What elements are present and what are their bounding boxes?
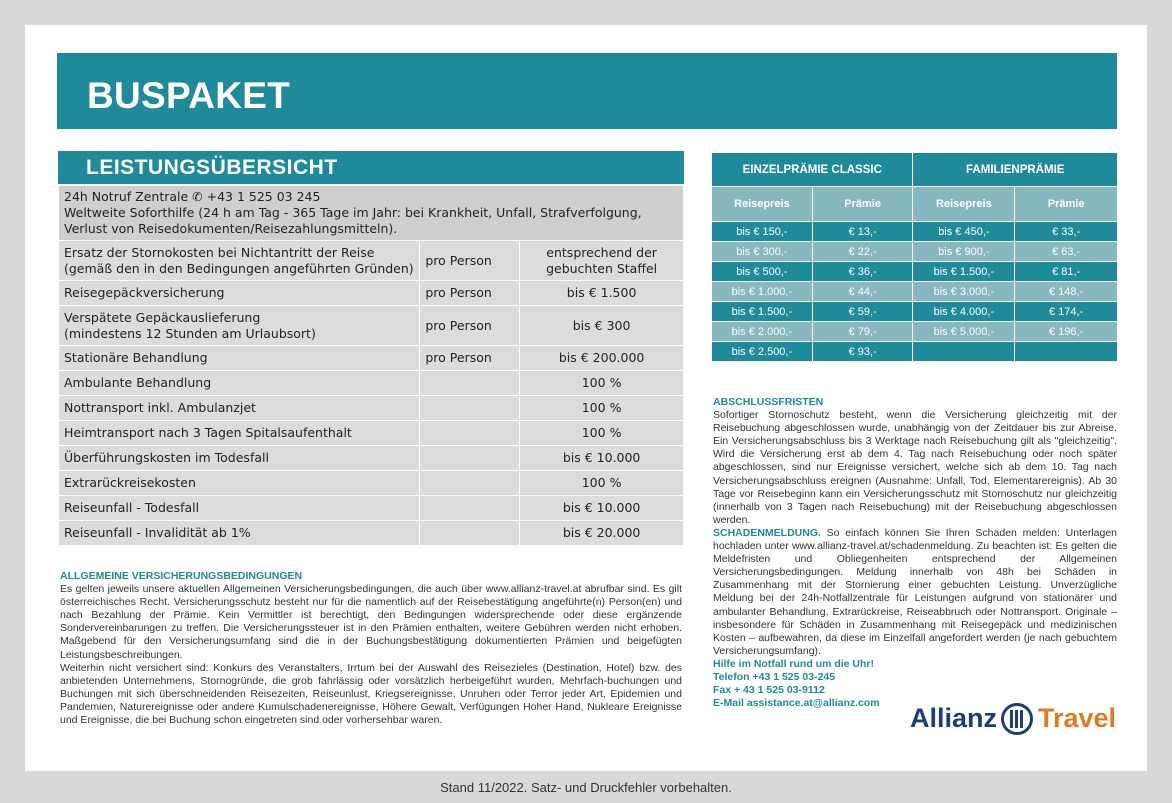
avb-section [60,570,682,727]
einzel-reisepreis: bis € 300,- [712,242,813,262]
abschluss-text: Sofortiger Stornoschutz besteht, wenn die Versicherung gleichzeitig mit der Reisebuchung abgeschlossen wurde, unabhängig von der Zeitdauer bis zur Abreise. Ein Versicherungsabschluss bis 3 Werktage nach Reisebuchung gilt als "gleichzeitig". Wird die Versicherung erst ab dem 4. Tag nach Reisebuchung oder noch später abgeschlossen, sind nur Ereignisse versichert, welche sich ab dem 10. Tag nach Versicherungsabschluss ereignen (Ausnahme: Unfall, Tod, Elementarereignis). Ab 30 Tage vor Reisebeginn kann ein Versicherungsschutz mit Stornoschutz nur gleichzeitig (innerhalb von 3 Tagen nach Reisebuchung) mit der Reisebuchung abgeschlossen werden. [713,409,1117,526]
leistung-value [520,446,684,471]
leistung-name [59,306,420,346]
col-reisepreis: Reisepreis [913,187,1015,222]
notruf-line2: Weltweite Soforthilfe (24 h am Tag - 365 Tage im Jahr: bei Krankheit, Unfall, Strafverfolgung, Verlust von Reisedokumenten/Reisezahlungsmitteln). [64,205,642,236]
familie-reisepreis: bis € 1.500,- [913,262,1015,282]
leistung-name [59,496,420,521]
leistung-row [59,306,684,346]
col-praemie: Prämie [812,187,913,222]
praemie-row [712,222,1118,242]
leistung-unit [420,396,520,421]
einzel-praemie: € 79,- [812,322,913,342]
leistung-value-text: bis € 1.500 [566,285,637,300]
leistung-name-text: (mindestens 12 Stunden am Urlaubsort) [64,325,316,341]
leistung-name-text: Stationäre Behandlung [64,350,208,365]
einzel-praemie: € 22,- [812,242,913,262]
familie-reisepreis: bis € 450,- [913,222,1015,242]
einzel-praemie: € 44,- [812,282,913,302]
leistung-value [520,241,684,281]
familie-praemie: € 148,- [1015,282,1118,302]
praemien-table [711,152,1118,362]
einzel-header: EINZELPRÄMIE CLASSIC [712,153,913,187]
leistung-unit-text: pro Person [425,350,492,365]
logo-word-allianz: Allianz [910,703,998,733]
leistung-unit [420,306,520,346]
allianz-eagle-icon [1001,703,1033,735]
leistung-value-text: 100 % [581,400,622,415]
schaden-heading: SCHADENMELDUNG. [713,526,821,539]
einzel-reisepreis: bis € 500,- [712,262,813,282]
leistungen-heading-bar [58,151,684,184]
brochure-page [25,25,1147,771]
praemie-row [712,262,1118,282]
col-praemie: Prämie [1015,187,1118,222]
familie-praemie: € 33,- [1015,222,1118,242]
leistung-value [520,521,684,546]
leistung-name-text: (gemäß den in den Bedingungen angeführten Gründen) [64,260,414,276]
avb-heading: ALLGEMEINE VERSICHERUNGSBEDINGUNGEN [60,570,303,582]
leistungen-table [58,185,684,546]
leistung-unit [420,471,520,496]
leistungen-heading: LEISTUNGSÜBERSICHT [86,156,338,179]
col-reisepreis: Reisepreis [712,187,813,222]
leistung-name-text: Extrarückreisekosten [64,475,196,490]
notruf-line1: 24h Notruf Zentrale ✆ +43 1 525 03 245 [64,189,321,204]
praemie-row [712,242,1118,262]
leistung-value [520,371,684,396]
einzel-reisepreis: bis € 1.000,- [712,282,813,302]
praemie-row [712,342,1118,362]
praemie-row [712,302,1118,322]
contact-hilfe: Hilfe im Notfall rund um die Uhr! [713,657,875,670]
leistung-value-text: bis € 200.000 [558,350,645,365]
familie-header: FAMILIENPRÄMIE [913,153,1118,187]
avb-text1: Es gelten jeweils unsere aktuellen Allgemeinen Versicherungsbedingungen, die auch über www.allianz-travel.at abrufbar sind. Es gilt österreichisches Recht. Versicherungsschutz besteht nur für die namentlich auf der Reisebestätigung angeführte(n) Person(en) und nach Bezahlung der Prämie. Kein Vermittler ist berechtigt, den Bedingungen widersprechende oder diese ergänzende Sondervereinbarungen zu treffen. Die Versicherungssteuer ist in den Prämien enthalten, weitere Gebühren werden nicht erhoben. Maßgebend für den Versicherungsumfang sind die in der Buchungsbestätigung dokumentierten Prämien und beigefügten Leistungsbeschreibungen. [60,583,682,661]
leistung-row [59,241,684,281]
contact-email: E-Mail assistance.at@allianz.com [713,697,880,710]
einzel-reisepreis: bis € 2.000,- [712,322,813,342]
leistung-unit [420,521,520,546]
footer-note: Stand 11/2022. Satz- und Druckfehler vorbehalten. [440,780,732,795]
leistung-unit [420,446,520,471]
leistung-unit [420,421,520,446]
leistung-row [59,521,684,546]
right-text-section [713,396,1117,710]
leistung-unit-text: pro Person [425,252,492,268]
leistung-value-text: 100 % [581,425,622,440]
leistung-name [59,471,420,496]
leistung-unit [420,496,520,521]
leistung-row [59,396,684,421]
schaden-text: So einfach können Sie Ihren Schaden melden: Unterlagen hochladen unter www.allianz-travel.at/schadenmeldung. Zu beachten ist: Es gelten die Meldefristen und Obliegenheiten entsprechend der Allgemeinen Versicherungsbedingungen. Meldung innerhalb von 48h bei Schäden in Zusammenhang mit der Stornierung einer gebuchten Leistung. Unverzügliche Meldung bei der 24h-Notfallzentrale für Leistungen aufgrund von stationärer und ambulanter Behandlung, Extrarückreise, Reiseabbruch oder Nottransport. Originale – insbesondere für Schäden in Zusammenhang mit Reisegepäck und medizinischen Kosten – aufbewahren, da diese im Einzelfall angefordert werden (je nach gebuchtem Versicherungsumfang). [713,526,1118,657]
leistung-name [59,281,420,306]
einzel-praemie: € 93,- [812,342,913,362]
leistung-row [59,496,684,521]
einzel-reisepreis: bis € 1.500,- [712,302,813,322]
leistung-row [59,371,684,396]
title-banner [57,53,1117,129]
leistung-value-text: entsprechend der [546,244,657,260]
familie-reisepreis: bis € 900,- [913,242,1015,262]
leistung-unit [420,281,520,306]
leistung-unit [420,371,520,396]
einzel-reisepreis: bis € 150,- [712,222,813,242]
leistung-value-text: 100 % [581,375,622,390]
familie-reisepreis [913,342,1015,362]
familie-reisepreis: bis € 5.000,- [913,322,1015,342]
leistung-unit-text: pro Person [425,317,492,333]
leistung-value-text: gebuchten Staffel [546,260,658,276]
einzel-praemie: € 36,- [812,262,913,282]
familie-reisepreis: bis € 4.000,- [913,302,1015,322]
familie-praemie [1015,342,1118,362]
leistung-unit [420,346,520,371]
leistung-name-text: Reisegepäckversicherung [64,285,225,300]
logo-word-travel: Travel [1038,703,1117,733]
leistung-value-text: bis € 10.000 [562,450,641,465]
einzel-reisepreis: bis € 2.500,- [712,342,813,362]
praemie-row [712,322,1118,342]
schaden-block [713,527,1117,658]
leistung-row [59,421,684,446]
leistung-value [520,421,684,446]
familie-praemie: € 81,- [1015,262,1118,282]
leistung-value-text: 100 % [581,475,622,490]
leistung-name [59,396,420,421]
praemie-row [712,282,1118,302]
leistung-value [520,281,684,306]
leistung-value-text: bis € 20.000 [562,525,641,540]
leistung-name [59,241,420,281]
leistung-name-text: Heimtransport nach 3 Tagen Spitalsaufenthalt [64,425,352,440]
leistung-value [520,306,684,346]
einzel-praemie: € 13,- [812,222,913,242]
familie-praemie: € 196,- [1015,322,1118,342]
leistung-name [59,521,420,546]
leistung-value-text: bis € 10.000 [562,500,641,515]
notruf-cell [59,186,684,241]
contact-fax: Fax + 43 1 525 03-9112 [713,684,825,697]
leistung-value [520,396,684,421]
abschluss-heading: ABSCHLUSSFRISTEN [713,396,824,408]
leistung-name [59,446,420,471]
familie-praemie: € 63,- [1015,242,1118,262]
leistung-row [59,446,684,471]
leistung-name-text: Ersatz der Stornokosten bei Nichtantritt der Reise [64,244,375,260]
familie-praemie: € 174,- [1015,302,1118,322]
leistung-unit [420,241,520,281]
leistung-name-text: Verspätete Gepäckauslieferung [64,309,261,325]
leistung-name-text: Ambulante Behandlung [64,375,212,390]
leistung-value-text: bis € 300 [572,317,631,333]
leistung-value [520,496,684,521]
leistung-unit-text: pro Person [425,285,492,300]
leistung-name-text: Nottransport inkl. Ambulanzjet [64,400,256,415]
leistung-value [520,346,684,371]
leistung-name-text: Überführungskosten im Todesfall [64,450,269,465]
leistung-row [59,281,684,306]
einzel-praemie: € 59,- [812,302,913,322]
leistung-name [59,346,420,371]
leistung-row [59,346,684,371]
leistung-name [59,371,420,396]
page-title: BUSPAKET [87,75,291,116]
leistung-name-text: Reiseunfall - Todesfall [64,500,200,515]
contact-telefon: Telefon +43 1 525 03-245 [713,670,836,683]
leistung-value [520,471,684,496]
avb-text2: Weiterhin nicht versichert sind: Konkurs des Veranstalters, Irrtum bei der Auswahl des Reisezieles (Destination, Hotel) bzw. des anbietenden Unternehmens, Stornogründe, die grob fahrlässig oder vorsätzlich herbeigeführt wurden, Mehrfach-buchungen und Buchungen mit sich überschneidenden Reisezeiten, Reiseunlust, Kriegsereignisse, Unruhen oder Terror jeder Art, Epidemien und Pandemien, Naturereignisse oder andere Kumulschadenereignisse, Höhere Gewalt, Verfügungen Hoher Hand, Nukleare Ereignisse und Ereignisse, die bei Buchung schon eingetreten sind oder vorhersehbar waren. [60,661,682,727]
leistung-row [59,471,684,496]
leistung-name [59,421,420,446]
familie-reisepreis: bis € 3.000,- [913,282,1015,302]
notruf-row [59,186,684,241]
leistung-name-text: Reiseunfall - Invalidität ab 1% [64,525,251,540]
